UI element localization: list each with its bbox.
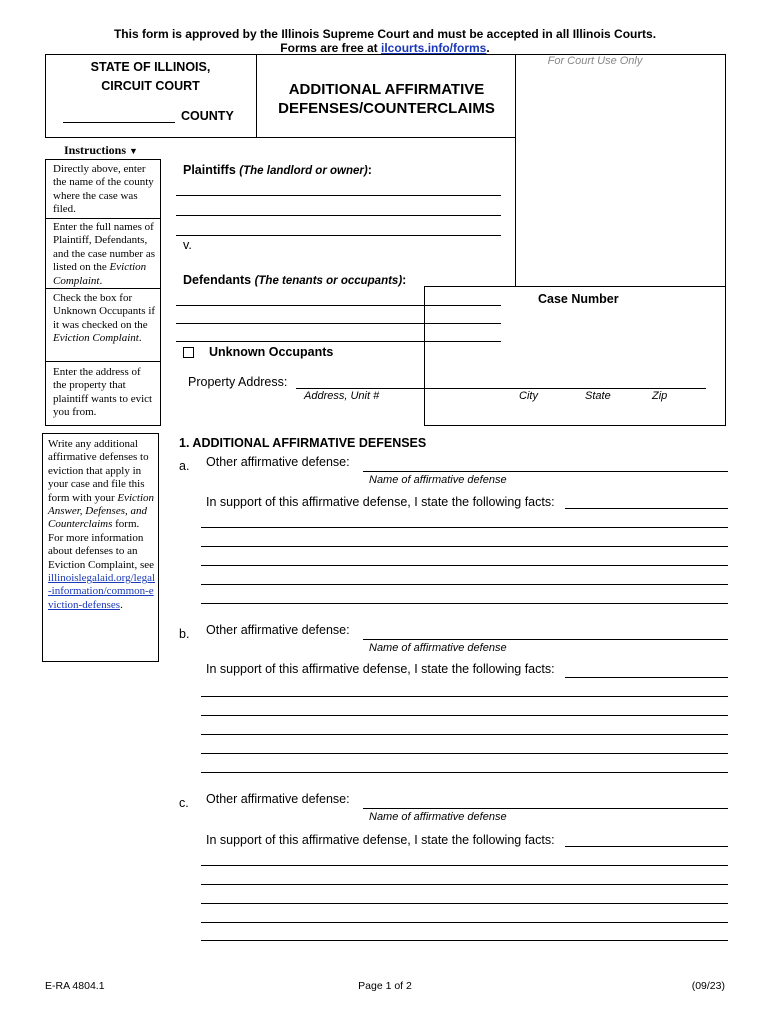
defendants-hint: (The tenants or occupants) bbox=[254, 275, 403, 287]
county-label: COUNTY bbox=[181, 109, 234, 123]
instructions-top-rule bbox=[45, 159, 161, 160]
plaintiffs-hint: (The landlord or owner) bbox=[239, 165, 368, 177]
defense-c-fact-line-1[interactable] bbox=[201, 865, 728, 866]
defenses-note-italic: Eviction Answer, Defenses, and Counterclaims bbox=[48, 491, 155, 531]
defense-a-fact-line-4[interactable] bbox=[201, 584, 728, 585]
defense-c-support-label: In support of this affirmative defense, I state the following facts: bbox=[206, 833, 555, 847]
instruction-names-text: Enter the full names of Plaintiff, Defendants, and the case number as listed on the bbox=[53, 221, 156, 274]
instruction-names-italic: Eviction Complaint bbox=[53, 261, 147, 287]
defense-a-caption: Name of affirmative defense bbox=[369, 474, 507, 486]
defense-b-support-label: In support of this affirmative defense, I state the following facts: bbox=[206, 662, 555, 676]
case-number-label: Case Number bbox=[538, 292, 619, 306]
defense-b-fact-line-1[interactable] bbox=[201, 696, 728, 697]
defendant-input-3[interactable] bbox=[176, 341, 501, 342]
instruction-unknown-end: . bbox=[138, 332, 142, 345]
defendants-label: Defendants bbox=[183, 273, 252, 287]
circuit-court-label: CIRCUIT COURT bbox=[101, 79, 200, 93]
court-use-label: For Court Use Only bbox=[547, 55, 643, 67]
instruction-names-end: . bbox=[99, 274, 103, 287]
defense-c-fact-line-5[interactable] bbox=[201, 940, 728, 941]
county-input[interactable] bbox=[63, 122, 175, 123]
plaintiffs-colon: : bbox=[367, 163, 372, 177]
forms-link[interactable]: ilcourts.info/forms bbox=[381, 41, 487, 55]
address-caption: Address, Unit # bbox=[304, 390, 380, 402]
defendants-heading bbox=[183, 273, 406, 287]
defenses-note-text2: form. For more information about defenses to an Eviction Complaint, see bbox=[48, 518, 155, 571]
form-title bbox=[257, 80, 516, 118]
plaintiffs-heading bbox=[183, 163, 372, 177]
instructions-border bbox=[45, 159, 46, 425]
defendants-colon: : bbox=[402, 273, 407, 287]
instruction-unknown-italic: Eviction Complaint bbox=[53, 332, 139, 345]
defense-c-fact-line-4[interactable] bbox=[201, 922, 728, 923]
plaintiff-input-1[interactable] bbox=[176, 195, 501, 196]
defense-c-letter: c. bbox=[179, 796, 189, 810]
defense-b-name-input[interactable] bbox=[363, 639, 728, 640]
defense-b-fact-line-4[interactable] bbox=[201, 753, 728, 754]
approval-notice: This form is approved by the Illinois Supreme Court and must be accepted in all Illinois Courts. bbox=[113, 27, 657, 41]
revision-date: (09/23) bbox=[691, 980, 725, 992]
legal-aid-link[interactable]: illinoislegalaid.org/legal-information/common-eviction-defenses bbox=[48, 572, 156, 611]
defendant-input-2[interactable] bbox=[176, 323, 501, 324]
property-address-input[interactable] bbox=[296, 388, 706, 389]
defense-a-fact-line-3[interactable] bbox=[201, 565, 728, 566]
instructions-rule-1 bbox=[45, 218, 161, 219]
defenses-note-text3: . bbox=[120, 598, 123, 611]
city-caption: City bbox=[519, 390, 538, 402]
case-number-box[interactable] bbox=[424, 286, 726, 426]
form-title-line1: ADDITIONAL AFFIRMATIVE bbox=[288, 81, 485, 98]
instruction-county: Directly above, enter the name of the county where the case was filed. bbox=[53, 163, 154, 216]
instruction-names bbox=[53, 221, 161, 288]
plaintiff-input-3[interactable] bbox=[176, 235, 501, 236]
defense-a-fact-line-2[interactable] bbox=[201, 546, 728, 547]
instruction-unknown-text: Check the box for Unknown Occupants if it was checked on the bbox=[53, 292, 156, 331]
unknown-occupants-checkbox[interactable] bbox=[183, 347, 194, 358]
page-number: Page 1 of 2 bbox=[358, 980, 412, 992]
section-heading: 1. ADDITIONAL AFFIRMATIVE DEFENSES bbox=[179, 436, 427, 450]
versus-label: v. bbox=[183, 238, 192, 252]
plaintiff-input-2[interactable] bbox=[176, 215, 501, 216]
defense-c-caption: Name of affirmative defense bbox=[369, 811, 507, 823]
defense-b-letter: b. bbox=[179, 627, 190, 641]
instruction-unknown bbox=[53, 292, 157, 346]
defense-b-label: Other affirmative defense: bbox=[206, 623, 350, 637]
defenses-note-text1: Write any additional affirmative defenses to eviction that apply in your case and file this form with your bbox=[48, 438, 149, 504]
form-id: E-RA 4804.1 bbox=[45, 980, 105, 992]
defense-a-letter: a. bbox=[179, 459, 190, 473]
forms-free-suffix: . bbox=[486, 41, 490, 55]
caret-down-icon: ▼ bbox=[129, 146, 138, 156]
instruction-address: Enter the address of the property that plaintiff wants to evict you from. bbox=[53, 366, 153, 419]
unknown-occupants-label: Unknown Occupants bbox=[209, 345, 334, 359]
instructions-label bbox=[64, 144, 138, 158]
instructions-rule-2 bbox=[45, 288, 161, 289]
defenses-note bbox=[48, 438, 156, 612]
instructions-border-right bbox=[160, 159, 161, 425]
defense-c-fact-line-3[interactable] bbox=[201, 903, 728, 904]
defense-a-name-input[interactable] bbox=[363, 471, 728, 472]
defense-a-fact-line-1[interactable] bbox=[201, 527, 728, 528]
defense-a-label: Other affirmative defense: bbox=[206, 455, 350, 469]
property-address-label: Property Address: bbox=[188, 375, 288, 389]
defendant-input-1[interactable] bbox=[176, 305, 501, 306]
defense-c-label: Other affirmative defense: bbox=[206, 792, 350, 806]
defense-b-fact-line-5[interactable] bbox=[201, 772, 728, 773]
defense-c-fact-line-2[interactable] bbox=[201, 884, 728, 885]
defense-c-name-input[interactable] bbox=[363, 808, 728, 809]
form-title-line2: DEFENSES/COUNTERCLAIMS bbox=[278, 100, 495, 117]
court-use-box bbox=[515, 54, 726, 287]
defense-b-caption: Name of affirmative defense bbox=[369, 642, 507, 654]
state-label: STATE OF ILLINOIS, bbox=[90, 60, 211, 74]
defense-c-fact-line-0[interactable] bbox=[565, 846, 728, 847]
forms-free-notice bbox=[0, 41, 770, 55]
defense-b-fact-line-2[interactable] bbox=[201, 715, 728, 716]
plaintiffs-label: Plaintiffs bbox=[183, 163, 236, 177]
instructions-bottom-rule bbox=[45, 425, 161, 426]
defense-a-fact-line-5[interactable] bbox=[201, 603, 728, 604]
defense-a-support-label: In support of this affirmative defense, I state the following facts: bbox=[206, 495, 555, 509]
state-caption: State bbox=[585, 390, 611, 402]
instructions-rule-3 bbox=[45, 361, 161, 362]
defense-b-fact-line-0[interactable] bbox=[565, 677, 728, 678]
instructions-text: Instructions bbox=[64, 143, 127, 157]
forms-free-prefix: Forms are free at bbox=[280, 41, 382, 55]
defense-a-fact-line-0[interactable] bbox=[565, 508, 728, 509]
defense-b-fact-line-3[interactable] bbox=[201, 734, 728, 735]
zip-caption: Zip bbox=[652, 390, 668, 402]
